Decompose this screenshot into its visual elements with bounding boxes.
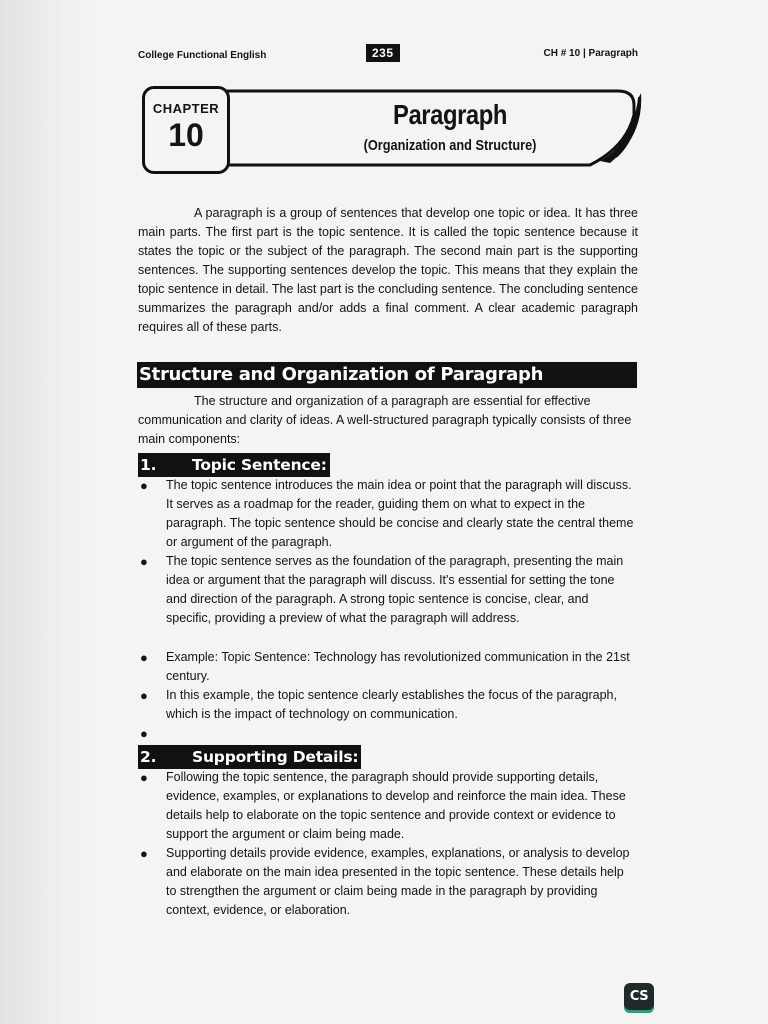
list-item bbox=[138, 768, 634, 844]
bullet-icon: ● bbox=[140, 554, 148, 569]
section-intro: The structure and organization of a paragraph are essential for effective communication and clarity of ideas. A well-structured paragraph typically consists of three main components: bbox=[138, 394, 632, 446]
page-number: 235 bbox=[366, 44, 400, 62]
bullet-icon: ● bbox=[140, 770, 148, 785]
heading-number: 2. bbox=[140, 748, 157, 766]
chapter-title: Paragraph bbox=[393, 99, 507, 130]
chapter-number-box bbox=[142, 86, 230, 174]
chapter-reference: CH # 10 | Paragraph bbox=[543, 48, 638, 59]
section-heading: Structure and Organization of Paragraph bbox=[137, 362, 637, 388]
chapter-subtitle: (Organization and Structure) bbox=[363, 137, 537, 154]
bullet-icon: ● bbox=[140, 478, 148, 493]
list-item-text: In this example, the topic sentence clearly establishes the focus of the paragraph, which is the impact of technology on communication. bbox=[166, 688, 617, 721]
chapter-number: 10 bbox=[168, 117, 204, 153]
bullet-icon: ● bbox=[140, 650, 148, 665]
heading-number: 1. bbox=[140, 456, 157, 474]
chapter-label: CHAPTER bbox=[152, 101, 220, 116]
list-item-text: Following the topic sentence, the paragraph should provide supporting details, evidence, examples, or explanations to develop and reinforce the main idea. These details help to elaborate on the topic sentence and provide context or evidence to support the argument or claim being made. bbox=[166, 770, 626, 841]
list-item bbox=[138, 648, 634, 686]
list-item bbox=[138, 844, 634, 920]
list-item bbox=[138, 476, 634, 552]
list-item-text: Supporting details provide evidence, examples, explanations, or analysis to develop and elaborate on the main idea presented in the topic sentence. These details help to strengthen the argument or claim being made in the paragraph by providing context, evidence, or elaboration. bbox=[166, 846, 630, 917]
list-item-text: The topic sentence serves as the foundation of the paragraph, presenting the main idea or argument that the paragraph will discuss. It's essential for setting the tone and direction of the paragraph. A strong topic sentence is concise, clear, and specific, providing a preview of what the paragraph will address. bbox=[166, 554, 624, 625]
list-item-text: The topic sentence introduces the main idea or point that the paragraph will discuss. It serves as a roadmap for the reader, guiding them on what to expect in the paragraph. The topic sentence should be concise and clearly state the central theme or argument of the paragraph. bbox=[166, 478, 634, 549]
supporting-details-heading bbox=[138, 745, 361, 769]
list-item bbox=[138, 552, 634, 628]
page-edge-shadow bbox=[0, 0, 100, 1024]
bullet-icon: ● bbox=[140, 726, 148, 741]
topic-sentence-heading bbox=[138, 453, 330, 477]
bullet-icon: ● bbox=[140, 846, 148, 861]
bullet-icon: ● bbox=[140, 688, 148, 703]
list-item-text: Example: Topic Sentence: Technology has revolutionized communication in the 21st century. bbox=[166, 650, 630, 683]
camscanner-logo-icon: CS bbox=[624, 983, 654, 1013]
heading-text: Supporting Details: bbox=[192, 748, 359, 766]
intro-paragraph: A paragraph is a group of sentences that develop one topic or idea. It has three main parts. The first part is the topic sentence. It is called the topic sentence because it states the topic or the subject of the paragraph. The second main part is the supporting sentences. The supporting sentences develop the topic. This means that they explain the topic sentence in detail. The last part is the concluding sentence. The concluding sentence summarizes the paragraph and/or adds a final comment. A clear academic paragraph requires all of these parts. bbox=[138, 206, 638, 334]
running-header bbox=[138, 44, 638, 66]
book-title: College Functional English bbox=[138, 50, 267, 61]
list-item bbox=[138, 686, 634, 724]
heading-text: Topic Sentence: bbox=[192, 456, 327, 474]
chapter-banner bbox=[140, 85, 642, 177]
